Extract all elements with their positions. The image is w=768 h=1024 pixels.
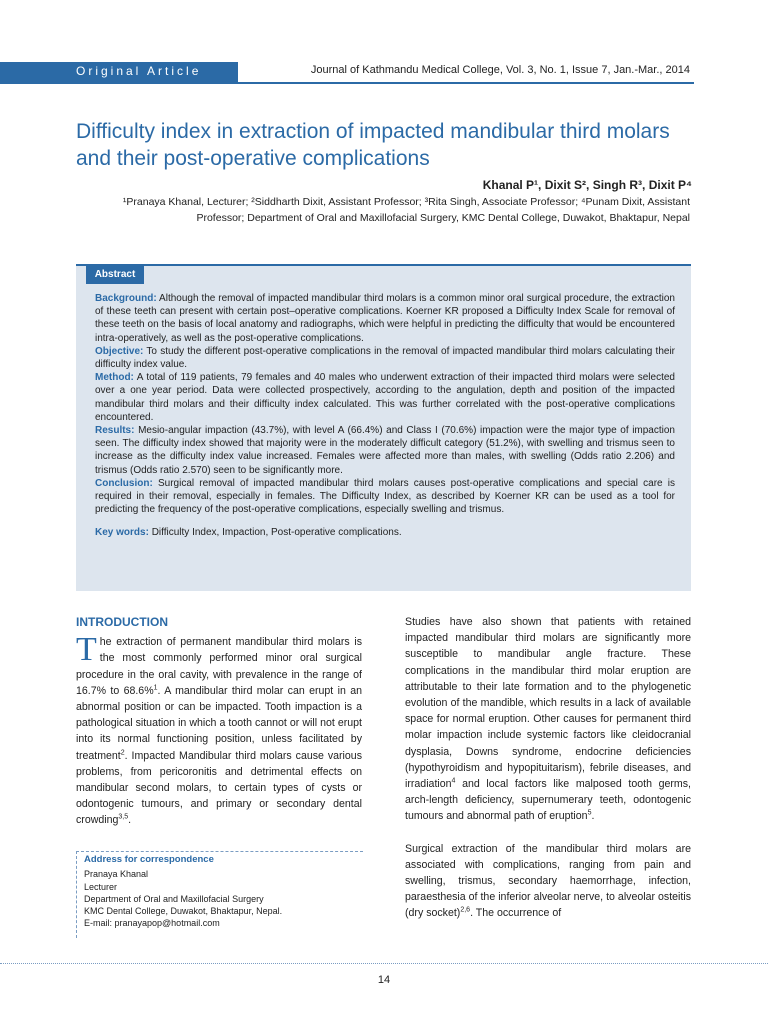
correspondence-heading: Address for correspondence: [84, 854, 214, 865]
citation-ref: 5: [587, 809, 592, 817]
results-text: Mesio-angular impaction (43.7%), with level A (66.4%) and Class I (70.6%) impaction were the major type of impaction seen. The difficulty index showed that majority were in the moderately difficult category (51.2%), with swelling and trismus seen to increase as the difficulty index value increased. Females were affected more than males, with swelling (Odds ratio 2.206) and trismus (Odds ratio 2.570) seen to be significantly more.: [95, 425, 675, 476]
article-title: Difficulty index in extraction of impacted mandibular third molars and their post-operative complications: [76, 120, 670, 170]
keywords-text: Difficulty Index, Impaction, Post-operative complications.: [151, 527, 402, 539]
citation-ref: 2,6: [460, 906, 471, 914]
citation-ref: 1: [153, 684, 158, 692]
journal-citation: Journal of Kathmandu Medical College, Vol. 3, No. 1, Issue 7, Jan.-Mar., 2014: [310, 64, 690, 76]
objective-text: To study the different post-operative complications in the removal of impacted mandibular third molars calculating their difficulty index value.: [95, 345, 675, 371]
footer-rule: [0, 963, 768, 964]
header-rule: [0, 82, 694, 84]
abstract-conclusion: [95, 477, 675, 517]
correspondence-email: E-mail: pranayapop@hotmail.com: [84, 918, 220, 929]
intro-text: and local factors like malposed tooth germs, arch-length deficiency, supernumerary teeth, odontogenic tumours and abnormal path of eruption: [405, 778, 691, 823]
intro-text: he extraction of permanent mandibular third molars is the most commonly performed minor oral surgical procedure in the oral cavity, with prevalence in the range of 16.7% to 68.6%: [76, 636, 362, 697]
keywords-label: Key words:: [95, 527, 149, 539]
abstract-tab: Abstract: [86, 266, 144, 284]
abstract-keywords: [95, 526, 675, 539]
correspondence: [84, 854, 364, 930]
left-column: [76, 614, 362, 829]
intro-text: Surgical extraction of the mandibular third molars are associated with complications, ranging from pain and swelling, trismus, secondary haemorrhage, infection, paraesthesia of the inferior alveolar nerve, to alveolar osteitis (dry socket): [405, 842, 691, 920]
introduction-heading: INTRODUCTION: [76, 615, 168, 629]
dropcap: T: [76, 631, 97, 669]
background-label: Background:: [95, 293, 157, 304]
abstract-background: [95, 292, 675, 345]
citation-ref: 3,5: [118, 813, 129, 821]
correspondence-line: KMC Dental College, Duwakot, Bhaktapur, Nepal.: [84, 906, 283, 917]
intro-paragraph-3: [405, 841, 691, 922]
abstract-objective: [95, 345, 675, 371]
citation-ref: 2: [120, 749, 125, 757]
intro-text: .: [128, 814, 132, 827]
intro-text: . A mandibular third molar can erupt in an abnormal position or can be impacted. Tooth impaction is a pathological situation in which a tooth cannot or will not erupt into its normal functioning position, unless facilitated by treatment: [76, 684, 362, 762]
method-text: A total of 119 patients, 79 females and 40 males who underwent extraction of their impacted third molars were selected over a one year period. Data were collected prospectively, according to the angulation, depth and position of the impacted mandibular third molars and their difficulty index calculated. This was further correlated with the post-operative complications encountered.: [95, 372, 675, 423]
abstract-body: [95, 292, 675, 540]
right-column: [405, 614, 691, 922]
abstract-results: [95, 424, 675, 477]
objective-label: Objective:: [95, 345, 144, 357]
correspondence-line: Department of Oral and Maxillofacial Surgery: [84, 893, 264, 904]
intro-paragraph-1: [76, 631, 362, 828]
background-text: Although the removal of impacted mandibular third molars is a common minor oral surgical procedure, the extraction of these teeth can present with certain post–operative complications. Koerner KR proposed a Difficulty Index Scale for removal of these teeth on the basis of local anatomy and radiographs, which were helpful in predicting the difficulty that would be encountered intra-operatively, as well as the post-operative complications.: [95, 293, 675, 344]
correspondence-line: Lecturer: [84, 881, 118, 892]
affiliation-line-2: Professor; Department of Oral and Maxillofacial Surgery, KMC Dental College, Duwakot, Bhaktapur, Nepal: [196, 212, 690, 224]
method-label: Method:: [95, 372, 134, 384]
intro-text: .: [591, 810, 595, 823]
intro-text: . Impacted Mandibular third molars cause various problems, from pericoronitis and detrimental effects on mandibular second molars, to certain types of cysts or odontogenic tumours, and primary or secondary dental crowding: [76, 749, 362, 827]
conclusion-label: Conclusion:: [95, 477, 153, 489]
intro-text: . The occurrence of: [470, 907, 562, 920]
intro-text: Studies have also shown that patients with retained impacted mandibular third molars are significantly more susceptible to mandibular angle fracture. These complications in the mandibular third molar eruption are attributable to their late formation and to the phylogenetic evolution of the mandible, which results in a lack of available space for normal eruption. Other causes for permanent third molar impaction include systemic factors like cleidocranial dysplasia, Downs syndrome, endocrine deficiencies (hypothyroidism and hypopituitarism), febrile diseases, and irradiation: [405, 616, 691, 791]
citation-ref: 4: [451, 777, 456, 785]
abstract-method: [95, 371, 675, 424]
page-number: 14: [377, 974, 391, 986]
intro-paragraph-2: [405, 614, 691, 825]
results-label: Results:: [95, 425, 135, 437]
affiliations: [76, 194, 690, 226]
correspondence-line: Pranaya Khanal: [84, 869, 149, 880]
conclusion-text: Surgical removal of impacted mandibular third molars causes post-operative complications and special care is required in their removal, especially in females. The Difficulty Index, as described by Koerner KR can be used as a tool for predicting the frequency of the post-operative complications, especially swelling and trismus.: [95, 477, 676, 516]
affiliation-line-1: ¹Pranaya Khanal, Lecturer; ²Siddharth Dixit, Assistant Professor; ³Rita Singh, Associate Professor; ⁴Punam Dixit, Assistant: [122, 196, 690, 208]
section-label: Original Article: [76, 64, 202, 78]
author-list: Khanal P¹, Dixit S², Singh R³, Dixit P⁴: [482, 178, 692, 192]
